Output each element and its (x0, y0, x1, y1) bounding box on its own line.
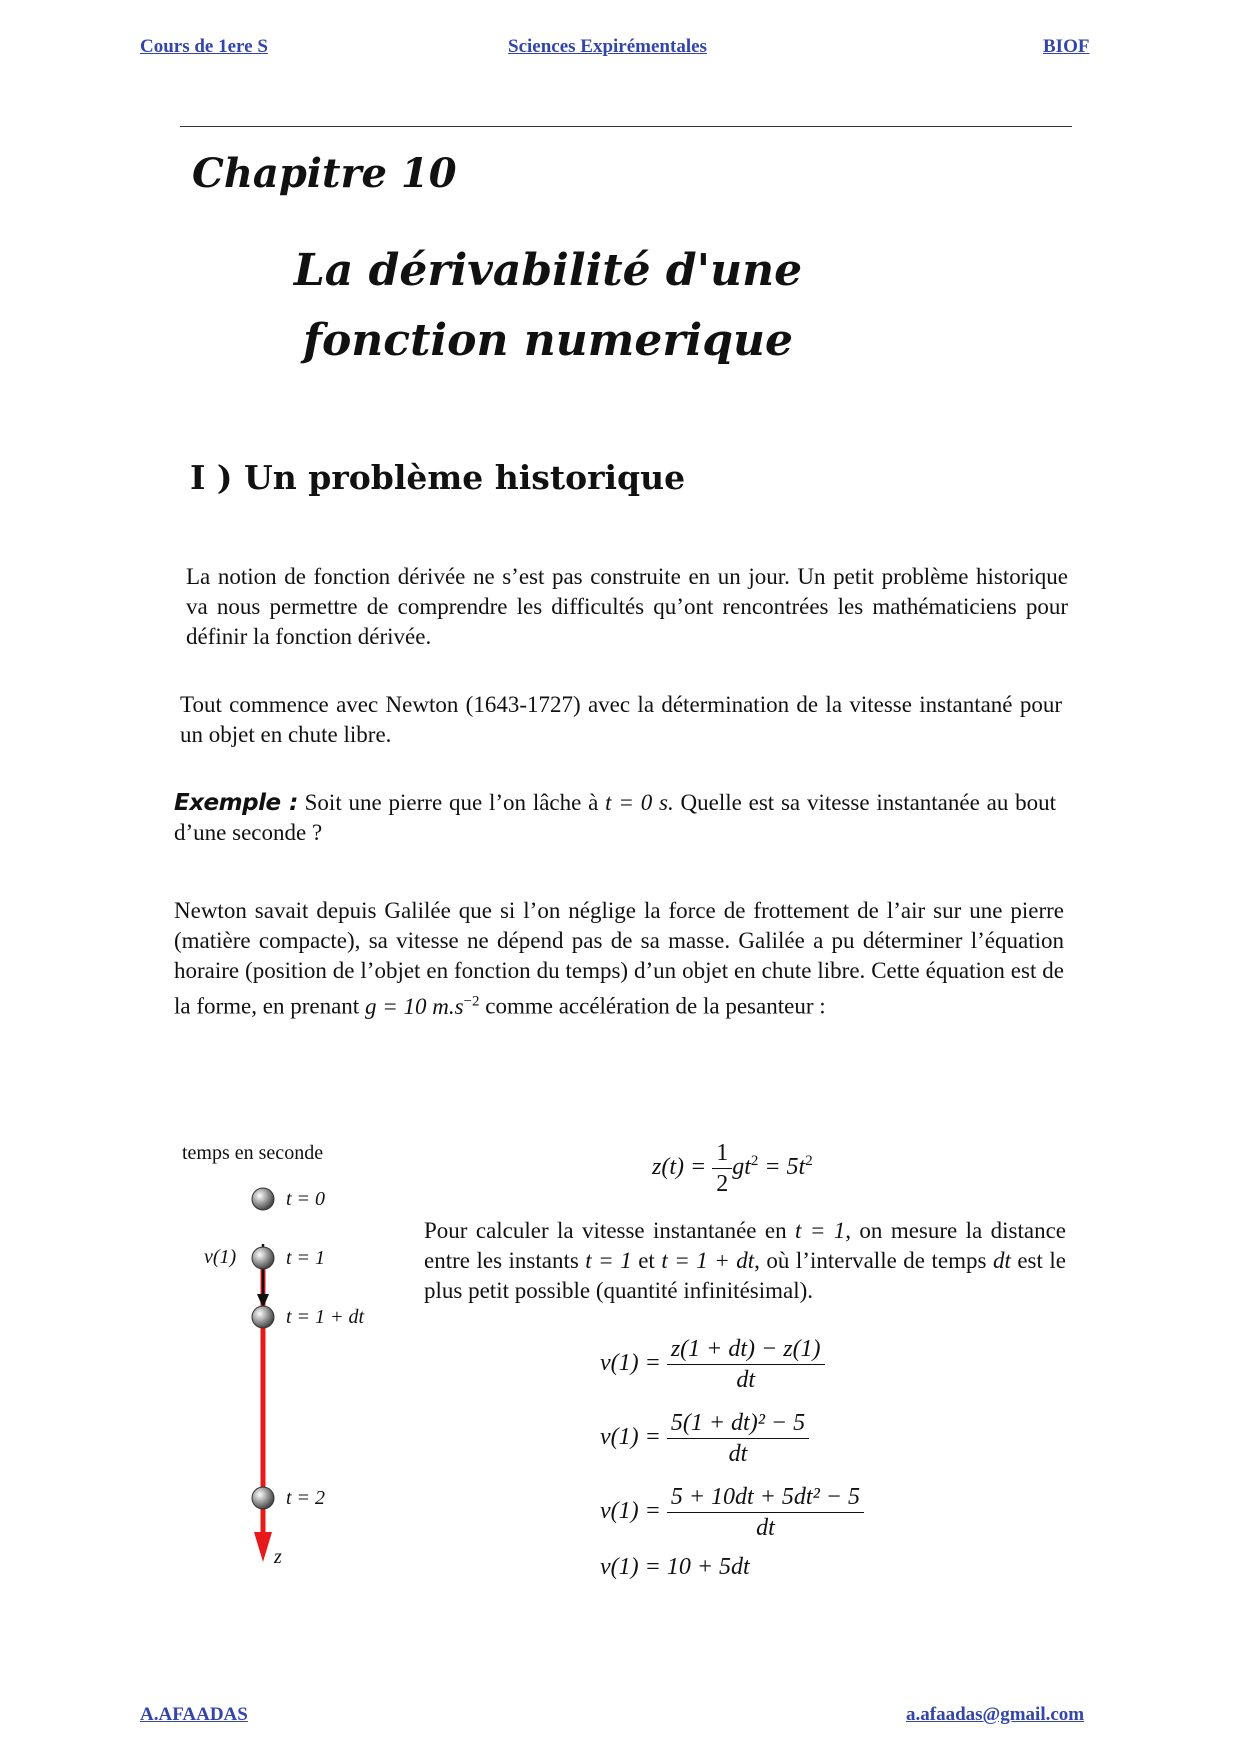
newton-paragraph: Tout commence avec Newton (1643-1727) avec la détermination de la vitesse instantané pour un objet en chute libre. (180, 692, 1062, 747)
label-t1-dt: t = 1 + dt (286, 1306, 365, 1328)
d1-num: z(1 + dt) − z(1) (667, 1334, 825, 1365)
label-t0: t = 0 (286, 1188, 326, 1210)
eq-main-fraction (712, 1138, 732, 1199)
footer-author[interactable]: A.AFAADAS (140, 1704, 248, 1725)
d2-den: dt (728, 1441, 748, 1467)
intro-paragraph: La notion de fonction dérivée ne s’est pas construite en un jour. Un petit problème historique va nous permettre de comprendre les difficultés qu’ont rencontrées les mathématiciens pour définir la fonction dérivée. (186, 564, 1068, 649)
figure-caption: temps en seconde (182, 1142, 324, 1164)
example-block (174, 788, 1056, 848)
chapter-title (198, 236, 898, 376)
galilee-text-a: Newton savait depuis Galilée que si l’on néglige la force de frottement de l’air sur une pierre (matière compacte), sa vitesse ne dépend pas de sa masse. Galilée a pu déterminer l’équation horaire (position de l’objet en fonction du temps) d’un objet en chute libre. Cette équation est de la forme, en prenant (174, 898, 1064, 1019)
p4-text-b: , on mesure la distance entre les instants (424, 1218, 1067, 1273)
header-course[interactable]: Cours de 1ere S (140, 36, 268, 57)
z-axis-arrowhead (254, 1532, 272, 1562)
example-label: Exemple : (174, 790, 298, 816)
galilee-math: g = 10 m.s (364, 993, 464, 1019)
instantaneous-paragraph (424, 1216, 1066, 1306)
d1-lhs: v(1) = (600, 1350, 661, 1377)
eq-main-lhs: z(t) = (652, 1154, 707, 1181)
eq-main-rhs-a: gt (732, 1154, 751, 1181)
p4-math-4: dt (992, 1248, 1011, 1273)
eq-main-num: 1 (712, 1138, 732, 1169)
p4-text-e: est le plus petit possible (quantité infinitésimal). (424, 1248, 1066, 1303)
label-t2: t = 2 (286, 1487, 326, 1509)
p4-math-1: t = 1 (795, 1218, 846, 1243)
falling-stone-diagram (180, 1170, 400, 1570)
header-stream[interactable]: Sciences Expirémentales (508, 36, 707, 57)
d1-den: dt (736, 1367, 756, 1393)
p4-text-c: et (638, 1248, 655, 1273)
d2-lhs: v(1) = (600, 1424, 661, 1451)
p4-math-2: t = 1 (585, 1248, 632, 1273)
label-t1: t = 1 (286, 1247, 326, 1269)
derivation-step-4: v(1) = 10 + 5dt (600, 1554, 750, 1580)
d3-lhs: v(1) = (600, 1498, 661, 1525)
example-text-a: Soit une pierre que l’on lâche à (304, 790, 599, 815)
p4-text-a: Pour calculer la vitesse instantanée en (424, 1218, 787, 1243)
title-line-1: La dérivabilité d'une (293, 245, 803, 296)
derivation-step-2 (600, 1408, 809, 1469)
galilee-paragraph (174, 896, 1064, 1022)
example-text-b: Quelle est sa vitesse instantanée au bout d’une seconde ? (174, 790, 1057, 845)
galilee-exponent: −2 (463, 993, 480, 1009)
stone-t2 (252, 1487, 274, 1509)
header-biof[interactable]: BIOF (1043, 36, 1090, 57)
galilee-text-b: comme accélération de la pesanteur : (485, 993, 826, 1019)
header-rule (180, 126, 1072, 127)
d3-num: 5 + 10dt + 5dt² − 5 (667, 1482, 864, 1513)
eq-main-rhs-b: = 5t (764, 1154, 806, 1181)
stone-t0 (252, 1188, 274, 1210)
stone-t1 (252, 1247, 274, 1269)
section-heading: I ) Un problème historique (190, 458, 686, 497)
title-line-2: fonction numerique (303, 315, 793, 366)
derivation-step-3 (600, 1482, 864, 1543)
stone-t1dt (252, 1306, 274, 1328)
derivation-step-1 (600, 1334, 825, 1395)
example-math: t = 0 s. (605, 790, 674, 815)
chapter-label: Chapitre 10 (192, 150, 457, 197)
footer-email[interactable]: a.afaadas@gmail.com (906, 1704, 1085, 1725)
d2-num: 5(1 + dt)² − 5 (667, 1408, 809, 1439)
equation-main: z(t) = $\frac{1}{2}$ $gt^2 = 5t^2$ (652, 1140, 813, 1197)
velocity-label: v(1) (204, 1246, 237, 1268)
eq-main-den: 2 (716, 1171, 729, 1197)
p4-math-3: t = 1 + dt (661, 1248, 755, 1273)
d3-den: dt (756, 1515, 775, 1541)
p4-text-d: , où l’intervalle de temps (754, 1248, 987, 1273)
axis-label-z: z (274, 1546, 282, 1568)
